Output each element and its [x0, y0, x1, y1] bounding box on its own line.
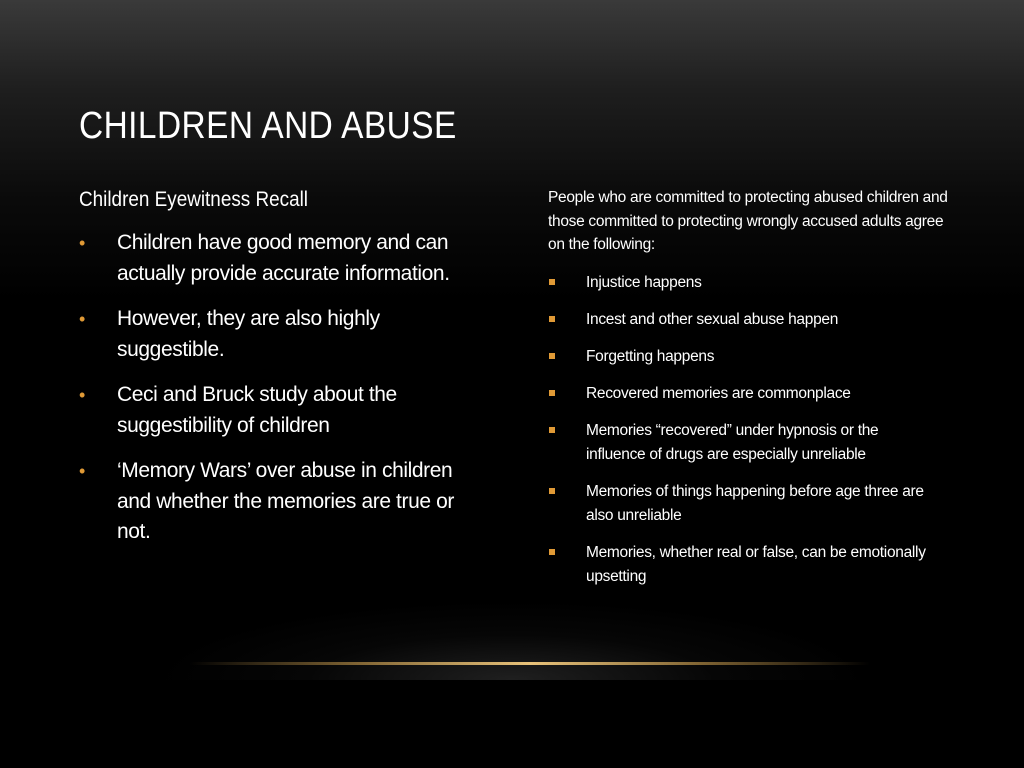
bullet-square-icon	[549, 549, 555, 555]
list-item	[548, 345, 936, 369]
bullet-square-icon	[549, 316, 555, 322]
bullet-dot-icon: •	[79, 385, 86, 405]
left-heading: Children Eyewitness Recall	[79, 188, 309, 211]
list-item-text: Recovered memories are commonplace	[586, 384, 851, 402]
bullet-dot-icon: •	[79, 461, 86, 481]
list-item	[79, 456, 477, 548]
right-bullet-list	[548, 271, 948, 589]
bullet-square-icon	[549, 488, 555, 494]
list-item	[548, 480, 936, 528]
list-item	[548, 419, 936, 467]
list-item	[79, 380, 477, 441]
right-intro: People who are committed to protecting abused children and those committed to protecting wrongly accused adults agree on the following:	[548, 189, 948, 253]
floor-glow	[150, 600, 874, 680]
right-column	[548, 186, 948, 602]
list-item-text: ‘Memory Wars’ over abuse in children and whether the memories are true or not.	[117, 459, 454, 543]
list-item-text: Children have good memory and can actually provide accurate information.	[117, 231, 450, 285]
slide-title: CHILDREN AND ABUSE	[79, 105, 457, 147]
bullet-square-icon	[549, 279, 555, 285]
left-column	[79, 186, 479, 563]
list-item-text: Forgetting happens	[586, 347, 715, 365]
list-item-text: However, they are also highly suggestible.	[117, 307, 380, 361]
list-item	[79, 304, 477, 365]
list-item-text: Incest and other sexual abuse happen	[586, 310, 839, 328]
bullet-dot-icon: •	[79, 233, 86, 253]
list-item	[79, 228, 477, 289]
list-item	[548, 271, 936, 295]
list-item-text: Memories, whether real or false, can be emotionally upsetting	[586, 543, 926, 585]
bullet-square-icon	[549, 353, 555, 359]
left-bullet-list	[79, 228, 479, 548]
decorative-gold-line	[190, 662, 870, 665]
list-item-text: Memories “recovered” under hypnosis or the influence of drugs are especially unreliable	[586, 421, 879, 463]
list-item-text: Ceci and Bruck study about the suggestibility of children	[117, 383, 397, 437]
list-item-text: Injustice happens	[586, 273, 702, 291]
list-item	[548, 308, 936, 332]
bullet-square-icon	[549, 390, 555, 396]
bullet-square-icon	[549, 427, 555, 433]
list-item	[548, 382, 936, 406]
list-item	[548, 541, 936, 589]
list-item-text: Memories of things happening before age three are also unreliable	[586, 482, 924, 524]
bullet-dot-icon: •	[79, 309, 86, 329]
